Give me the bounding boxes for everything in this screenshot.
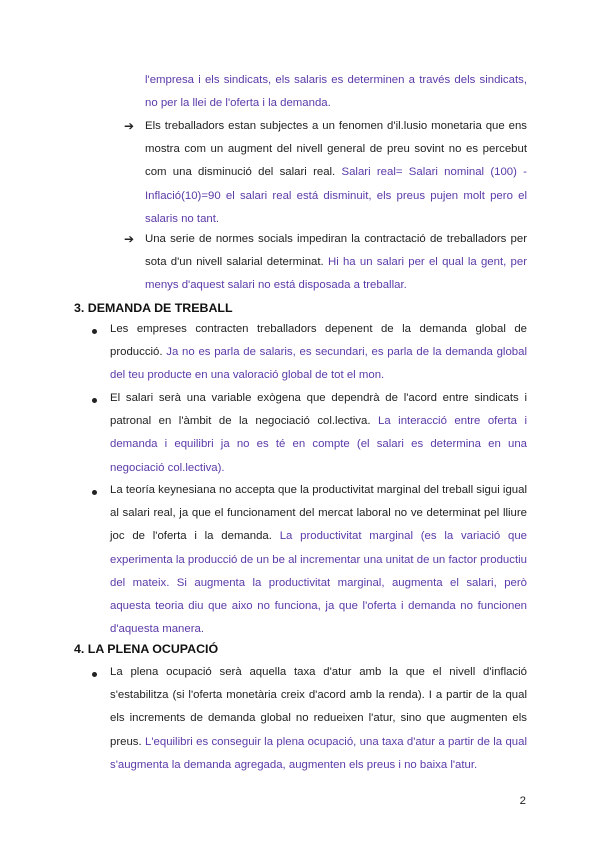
highlight-text: Salari real= Salari nominal (100) - Inflació(10)=90 el salari real está disminuit, els preus pujen molt pero el salaris no tant. (145, 166, 527, 225)
paragraph-text: La teoría keynesiana no accepta que la productivitat marginal del treball sigui igual al salari real, ja que el funcionament del mercat laboral no ve determinat pel lliure joc de l'oferta i la demanda. (110, 484, 527, 543)
highlight-text: La productivitat marginal (es la variació que experimenta la producció de un be al incrementar una unitat de un factor productiu del mateix. Si augmenta la productivitat marginal, augmenta el salari, però aquesta teoria diu que aixo no funciona, ja que l'oferta i demanda no funcionen d'aquesta manera. (110, 530, 527, 636)
bullet-dot-icon (92, 672, 97, 677)
bullet-dot-icon (92, 398, 97, 403)
bullet-paragraph (110, 318, 527, 388)
bullet-paragraph (110, 661, 527, 777)
section-heading-demanda-treball: 3. DEMANDA DE TREBALL (74, 301, 233, 315)
paragraph-money-illusion (145, 115, 527, 231)
highlight-text: Ja no es parla de salaris, es secundari, es parla de la demanda global del teu producte en una valoració global de tot el mon. (110, 346, 527, 382)
paragraph-continuation (145, 69, 527, 115)
bullet-dot-icon (92, 329, 97, 334)
bullet-paragraph (110, 479, 527, 641)
section-heading-plena-ocupacio: 4. LA PLENA OCUPACIÓ (74, 642, 219, 656)
page-number: 2 (519, 795, 526, 807)
bullet-dot-icon (92, 490, 97, 495)
highlight-text: L'equilibri es conseguir la plena ocupació, una taxa d'atur a partir de la qual s'augmenta la demanda agregada, augmenten els preus i no baixa l'atur. (110, 735, 527, 771)
paragraph-text: El salari serà una variable exògena que dependrà de l'acord entre sindicats i patronal en l'àmbit de la negociació col.lectiva. (110, 392, 527, 428)
arrow-bullet-icon: ➔ (124, 119, 135, 133)
paragraph-text: Una serie de normes socials impediran la contractació de treballadors per sota d'un nivell salarial determinat. (145, 233, 527, 269)
paragraph-text: Els treballadors estan subjectes a un fenomen d'il.lusio monetaria que ens mostra com un augment del nivell general de preu sovint no es percebut com una disminució del salari real. (145, 120, 527, 179)
arrow-bullet-icon: ➔ (124, 232, 135, 246)
highlight-text: l'empresa i els sindicats, els salaris es determinen a través dels sindicats, no per la llei de l'oferta i la demanda. (145, 74, 527, 110)
highlight-text: Hi ha un salari per el qual la gent, per menys d'aquest salari no está disposada a treballar. (145, 256, 527, 292)
paragraph-text: La plena ocupació serà aquella taxa d'atur amb la que el nivell d'inflació s'estabilitza (si l'oferta monetària creix d'acord amb la renda). I a partir de la qual els increments de demanda global no redueixen l'atur, sino que augmenten els preus. (110, 666, 527, 748)
highlight-text: La interacció entre oferta i demanda i equilibri ja no es té en compte (el salari es determina en una negociació col.lectiva). (110, 415, 527, 474)
paragraph-social-norms (145, 228, 527, 298)
paragraph-text: Les empreses contracten treballadors depenent de la demanda global de producció. (110, 323, 527, 359)
bullet-paragraph (110, 387, 527, 480)
